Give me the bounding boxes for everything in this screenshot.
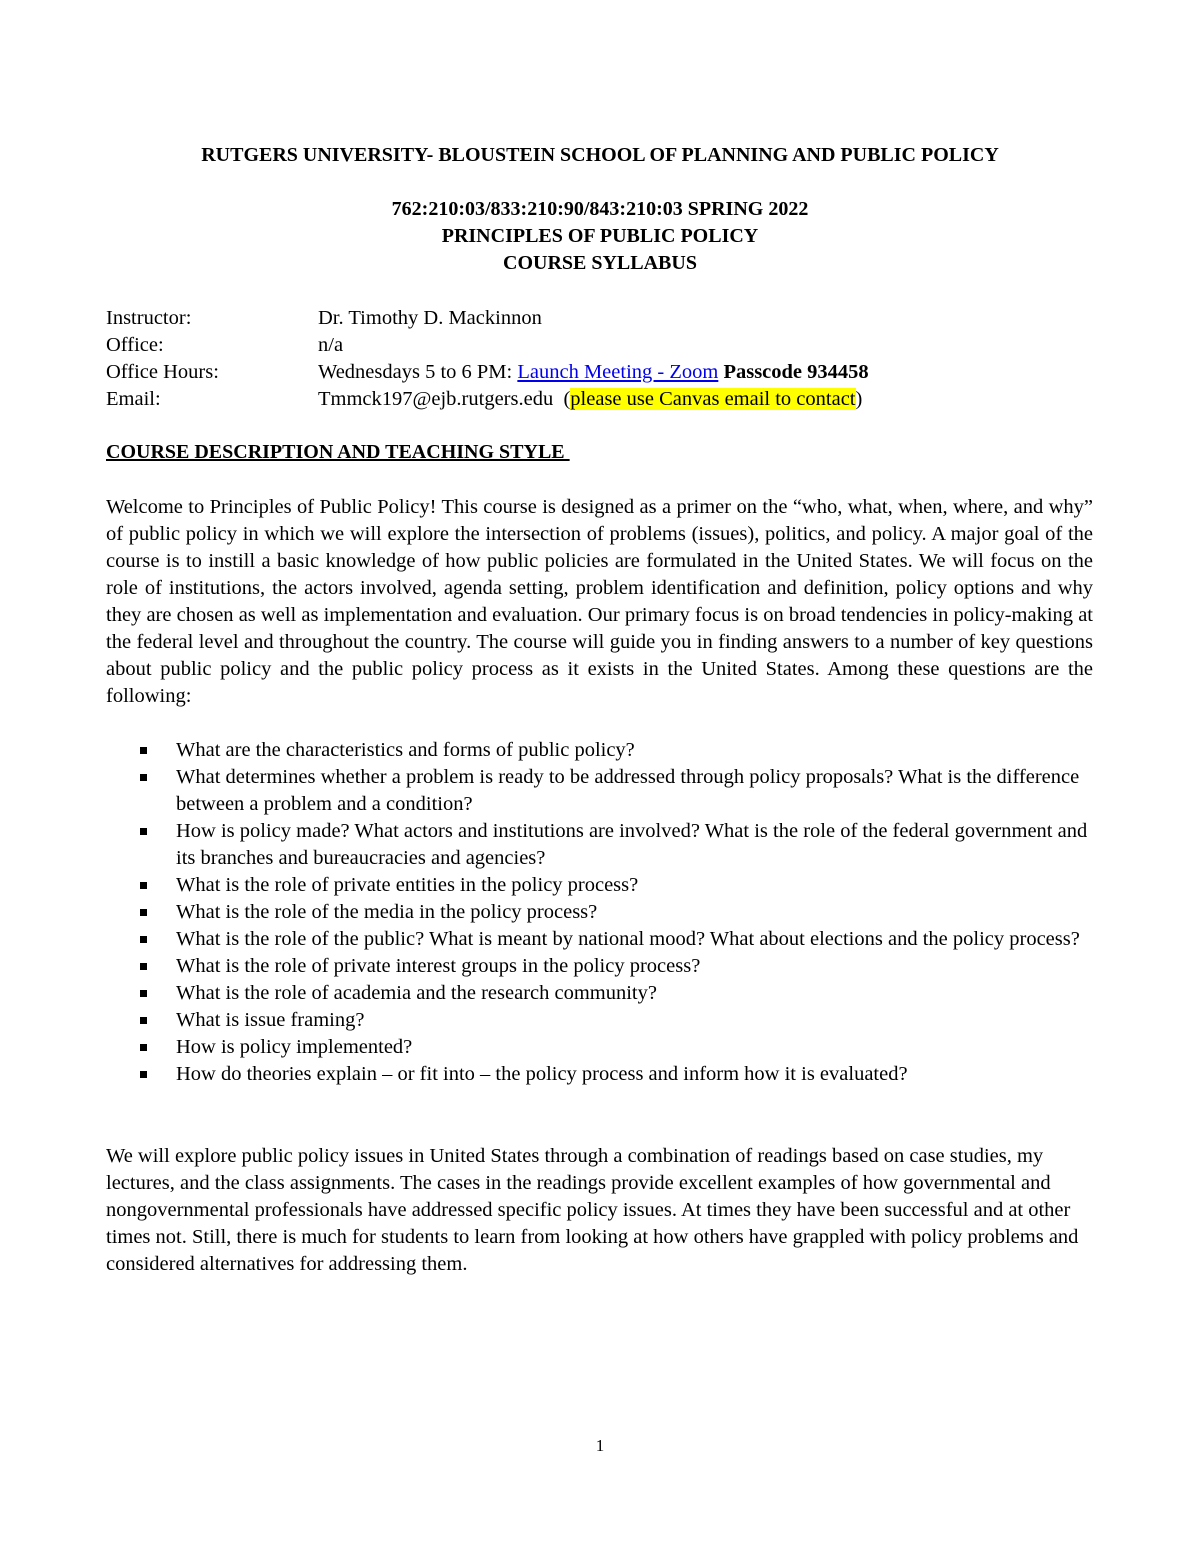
email-value [318, 386, 862, 413]
instructor-label: Instructor: [106, 307, 192, 329]
course-description-heading: COURSE DESCRIPTION AND TEACHING STYLE [106, 441, 570, 463]
course-codes: 762:210:03/833:210:90/843:210:03 SPRING 2022 [391, 198, 809, 220]
document-type: COURSE SYLLABUS [503, 252, 697, 274]
intro-paragraph: Welcome to Principles of Public Policy! This course is designed as a primer on the “who, what, when, where, and why” of public policy in which we will explore the intersection of problems (issues), politics, and policy. A major goal of the course is to instill a basic knowledge of how public policies are formulated in the United States. We will focus on the role of institutions, the actors involved, agenda setting, problem identification and definition, policy options and why they are chosen as well as implementation and evaluation. Our primary focus is on broad tendencies in policy-making at the federal level and throughout the country. The course will guide you in finding answers to a number of key questions about public policy and the public policy process as it exists in the United States. Among these questions are the following: [106, 496, 1093, 707]
email-label: Email: [106, 388, 161, 410]
bullet-icon [140, 882, 147, 889]
closing-paragraph: We will explore public policy issues in United States through a combination of readings based on case studies, my lectures, and the class assignments. The cases in the readings provide excellent examples of how governmental and nongovernmental professionals have addressed specific policy issues. At times they have been successful and at other times not. Still, there is much for students to learn from looking at how others have grappled with policy problems and considered alternatives for addressing them. [106, 1145, 1079, 1275]
email-row [106, 386, 869, 413]
list-item-text: How do theories explain – or fit into – the policy process and inform how it is evaluated? [176, 1063, 908, 1085]
instructor-value: Dr. Timothy D. Mackinnon [318, 307, 542, 329]
bullet-icon [140, 1017, 147, 1024]
email-contact-note: please use Canvas email to contact [570, 388, 856, 410]
bullet-icon [140, 990, 147, 997]
bullet-icon [140, 936, 147, 943]
list-item-text: What are the characteristics and forms of public policy? [176, 739, 635, 761]
list-item [140, 1034, 1090, 1061]
list-item [140, 926, 1090, 953]
course-title: PRINCIPLES OF PUBLIC POLICY [441, 225, 759, 247]
course-info-table [106, 305, 869, 413]
bullet-icon [140, 909, 147, 916]
list-item [140, 899, 1090, 926]
zoom-meeting-link[interactable]: Launch Meeting - Zoom [517, 361, 719, 383]
list-item [140, 980, 1090, 1007]
office-value: n/a [318, 334, 344, 356]
list-item-text: What is the role of private entities in the policy process? [176, 874, 639, 896]
page-number: 1 [595, 1436, 605, 1455]
list-item-text: What determines whether a problem is ready to be addressed through policy proposals? What is the difference between a problem and a condition? [176, 766, 1080, 815]
bullet-icon [140, 1044, 147, 1051]
list-item [140, 1061, 1090, 1088]
course-heading-block [0, 196, 1200, 277]
instructor-row [106, 305, 869, 332]
bullet-icon [140, 774, 147, 781]
list-item-text: What is the role of the media in the policy process? [176, 901, 598, 923]
office-hours-value [318, 359, 869, 386]
list-item-text: What is the role of academia and the research community? [176, 982, 657, 1004]
office-hours-text: Wednesdays 5 to 6 PM: [318, 361, 518, 383]
zoom-passcode: Passcode 934458 [723, 361, 869, 383]
email-address: Tmmck197@ejb.rutgers.edu ( [318, 388, 571, 410]
bullet-icon [140, 747, 147, 754]
office-row [106, 332, 869, 359]
list-item-text: What is issue framing? [176, 1009, 365, 1031]
office-hours-row [106, 359, 869, 386]
university-heading: RUTGERS UNIVERSITY- BLOUSTEIN SCHOOL OF PLANNING AND PUBLIC POLICY [201, 144, 999, 166]
list-item [140, 818, 1090, 872]
email-close-paren: ) [855, 388, 863, 410]
list-item [140, 737, 1090, 764]
list-item [140, 872, 1090, 899]
bullet-icon [140, 963, 147, 970]
list-item-text: How is policy implemented? [176, 1036, 413, 1058]
list-item [140, 764, 1090, 818]
office-label: Office: [106, 334, 164, 356]
bullet-icon [140, 1071, 147, 1078]
bullet-icon [140, 828, 147, 835]
questions-list [140, 737, 1090, 1088]
list-item-text: How is policy made? What actors and institutions are involved? What is the role of the federal government and its branches and bureaucracies and agencies? [176, 820, 1088, 869]
list-item-text: What is the role of the public? What is meant by national mood? What about elections and the policy process? [176, 928, 1080, 950]
list-item [140, 1007, 1090, 1034]
list-item [140, 953, 1090, 980]
office-hours-label: Office Hours: [106, 361, 219, 383]
list-item-text: What is the role of private interest groups in the policy process? [176, 955, 701, 977]
